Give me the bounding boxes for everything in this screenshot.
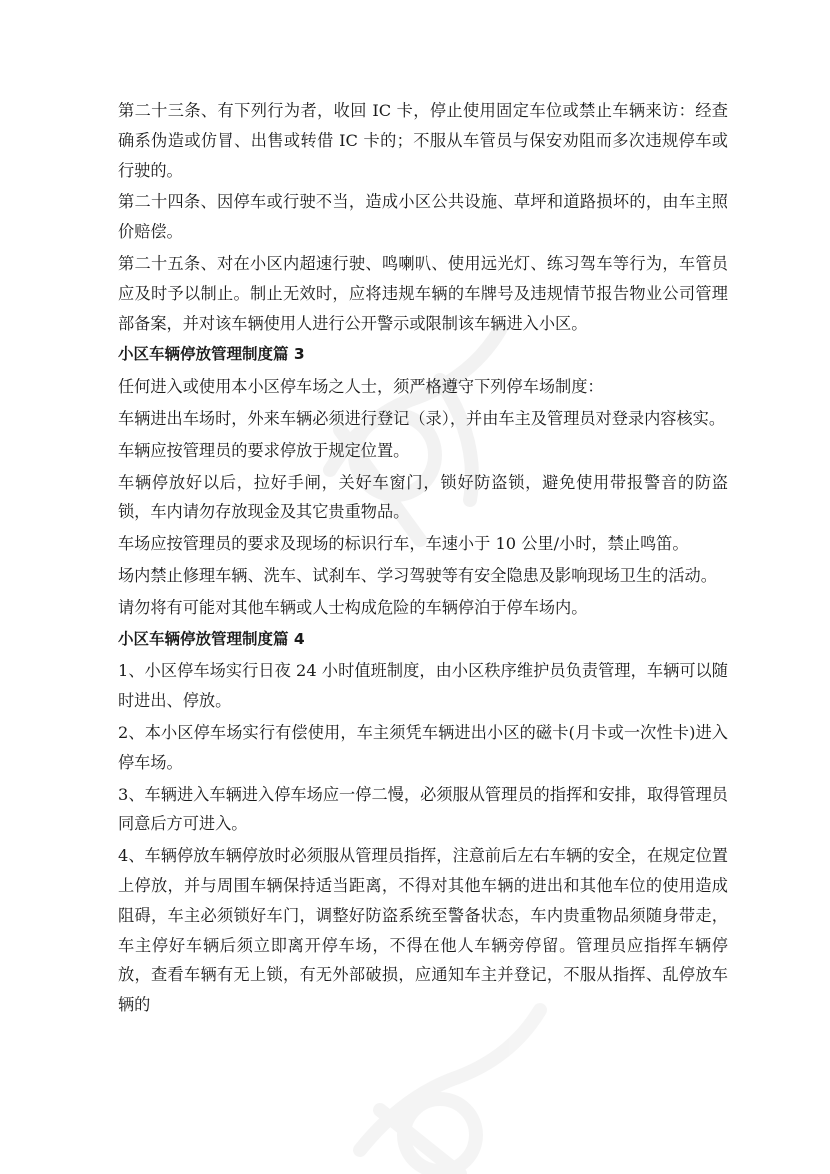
document-body bbox=[118, 96, 728, 1022]
paragraph-registration: 车辆进出车场时，外来车辆必须进行登记（录），并由车主及管理员对登录内容核实。 bbox=[118, 408, 726, 428]
section-heading-part-4: 小区车辆停放管理制度篇 4 bbox=[118, 629, 305, 648]
paragraph-dangerous-vehicles: 请勿将有可能对其他车辆或人士构成危险的车辆停泊于停车场内。 bbox=[118, 597, 588, 617]
paragraph-parking-position: 车辆应按管理员的要求停放于规定位置。 bbox=[118, 440, 410, 460]
paragraph-rule-2: 2、本小区停车场实行有偿使用，车主须凭车辆进出小区的磁卡(月卡或一次性卡)进入停车场。 bbox=[118, 722, 728, 772]
paragraph-article-25: 第二十五条、对在小区内超速行驶、鸣喇叭、使用远光灯、练习驾车等行为，车管员应及时予以制止。制止无效时，应将违规车辆的车牌号及违规情节报告物业公司管理部备案，并对该车辆使用人进行公开警示或限制该车辆进入小区。 bbox=[118, 253, 728, 333]
paragraph-article-24: 第二十四条、因停车或行驶不当，造成小区公共设施、草坪和道路损坏的，由车主照价赔偿。 bbox=[118, 192, 728, 242]
paragraph-rule-3: 3、车辆进入车辆进入停车场应一停二慢，必须服从管理员的指挥和安排，取得管理员同意后方可进入。 bbox=[118, 784, 728, 834]
paragraph-vehicle-security: 车辆停放好以后，拉好手闸，关好车窗门，锁好防盗锁，避免使用带报警音的防盗锁，车内请勿存放现金及其它贵重物品。 bbox=[118, 472, 728, 522]
paragraph-prohibited-activities: 场内禁止修理车辆、洗车、试刹车、学习驾驶等有安全隐患及影响现场卫生的活动。 bbox=[118, 565, 717, 585]
paragraph-rule-4: 4、车辆停放车辆停放时必须服从管理员指挥，注意前后左右车辆的安全，在规定位置上停放，并与周围车辆保持适当距离，不得对其他车辆的进出和其他车位的使用造成阻碍，车主必须锁好车门，调整好防盗系统至警备状态，车内贵重物品须随身带走，车主停好车辆后须立即离开停车场，不得在他人车辆旁停留。管理员应指挥车辆停放，查看车辆有无上锁，有无外部破损，应通知车主并登记，不服从指挥、乱停放车辆的 bbox=[118, 846, 728, 1015]
paragraph-rule-1: 1、小区停车场实行日夜 24 小时值班制度，由小区秩序维护员负责管理，车辆可以随时进出、停放。 bbox=[118, 661, 728, 711]
paragraph-speed-limit: 车场应按管理员的要求及现场的标识行车，车速小于 10 公里/小时，禁止鸣笛。 bbox=[118, 534, 689, 554]
section-heading-part-3: 小区车辆停放管理制度篇 3 bbox=[118, 345, 305, 364]
paragraph-article-23: 第二十三条、有下列行为者，收回 IC 卡，停止使用固定车位或禁止车辆来访：经查确系伪造或仿冒、出售或转借 IC 卡的；不服从车管员与保安劝阻而多次违规停车或行驶的。 bbox=[118, 101, 728, 180]
paragraph-intro-rules: 任何进入或使用本小区停车场之人士，须严格遵守下列停车场制度： bbox=[118, 377, 604, 397]
